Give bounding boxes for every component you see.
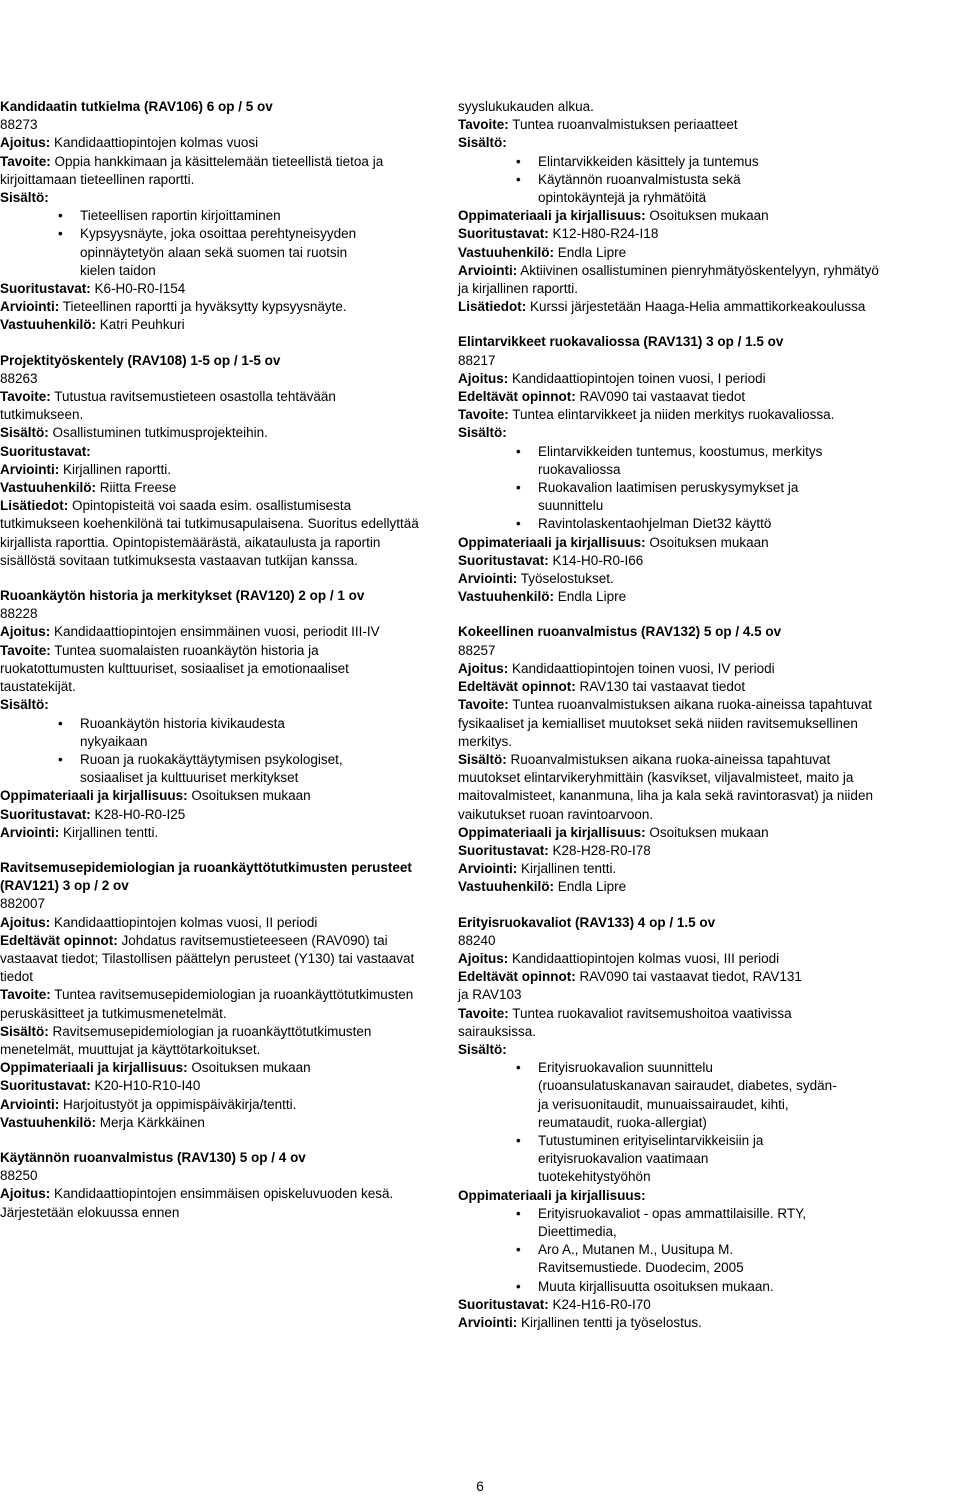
field-value: K24-H16-R0-I70: [548, 1296, 651, 1312]
field-label: Sisältö:: [458, 1041, 507, 1057]
field-label: Suoritustavat:: [458, 226, 549, 242]
field-label: Arviointi:: [0, 299, 60, 315]
field-label: Edeltävät opinnot:: [0, 932, 118, 948]
course-code: 882007: [0, 896, 46, 912]
content-list: [0, 207, 420, 280]
field-label: Suoritustavat:: [0, 281, 91, 297]
course-rav131: [458, 333, 888, 606]
course-title: Kokeellinen ruoanvalmistus (RAV132) 5 op / 4.5 ov: [458, 624, 782, 640]
list-item: • Aro A., Mutanen M., Uusitupa M. Ravitsemustiede. Duodecim, 2005: [538, 1241, 798, 1277]
field-label: Edeltävät opinnot:: [458, 389, 576, 405]
course-title: Elintarvikkeet ruokavaliossa (RAV131) 3 op / 1.5 ov: [458, 334, 784, 350]
field-value: Osoituksen mukaan: [187, 788, 311, 804]
field-value: K6-H0-R0-I154: [90, 281, 186, 297]
field-label: Ajoitus:: [0, 624, 51, 640]
field-label: Oppimateriaali ja kirjallisuus:: [0, 788, 188, 804]
field-label: Tavoite:: [458, 1005, 509, 1021]
field-label: Edeltävät opinnot:: [458, 679, 576, 695]
field-label: Sisältö:: [0, 425, 49, 441]
course-rav130-continued: [458, 98, 888, 316]
course-code: 88273: [0, 117, 38, 133]
field-value: Oppia hankkimaan ja käsittelemään tieteellistä tietoa ja kirjoittamaan tieteellinen raportti.: [0, 153, 384, 187]
header-subject: Ravitsemustiede: [834, 25, 934, 40]
field-label: Vastuuhenkilö:: [0, 480, 97, 496]
course-code: 88217: [458, 352, 496, 368]
list-item: • Tieteellisen raportin kirjoittaminen: [80, 207, 420, 225]
field-value: K28-H28-R0-I78: [548, 842, 651, 858]
field-value: Tutustua ravitsemustieteen osastolla tehtävään tutkimukseen.: [0, 389, 336, 423]
field-label: Arviointi:: [458, 262, 518, 278]
field-label: Ajoitus:: [458, 370, 509, 386]
field-label: Ajoitus:: [0, 135, 51, 151]
field-value: Johdatus ravitsemustieteeseen (RAV090) tai vastaavat tiedot; Tilastollisen päättelyn perusteet (Y130) tai vastaavat tiedot: [0, 932, 415, 985]
field-label: Suoritustavat:: [458, 842, 549, 858]
field-value: Kandidaattiopintojen ensimmäinen vuosi, periodit III-IV: [50, 624, 380, 640]
field-value: Kandidaattiopintojen ensimmäisen opiskeluvuoden kesä. Järjestetään elokuussa ennen: [0, 1186, 394, 1220]
field-value: Kurssi järjestetään Haaga-Helia ammattikorkeakoulussa: [526, 299, 866, 315]
list-item: • Muuta kirjallisuutta osoituksen mukaan.: [538, 1278, 888, 1296]
course-title: Erityisruokavaliot (RAV133) 4 op / 1.5 ov: [458, 914, 716, 930]
list-item: • Ruoan ja ruokakäyttäytymisen psykologiset, sosiaaliset ja kulttuuriset merkitykset: [80, 751, 370, 787]
field-label: Sisältö:: [458, 425, 507, 441]
field-value: Osoituksen mukaan: [645, 534, 769, 550]
field-label: Tavoite:: [458, 697, 509, 713]
field-label: Sisältö:: [0, 1023, 49, 1039]
field-value: Kandidaattiopintojen toinen vuosi, I periodi: [508, 370, 766, 386]
field-value: Kandidaattiopintojen toinen vuosi, IV periodi: [508, 660, 775, 676]
field-label: Tavoite:: [0, 153, 51, 169]
field-label: Lisätiedot:: [0, 498, 69, 514]
field-label: Arviointi:: [458, 571, 518, 587]
field-label: Oppimateriaali ja kirjallisuus:: [458, 824, 646, 840]
field-value: Tuntea ruoanvalmistuksen aikana ruoka-aineissa tapahtuvat fysikaaliset ja kemialliset muutokset sekä niiden ravitsemuksellinen merkitys.: [458, 697, 872, 749]
course-title: Projektityöskentely (RAV108) 1-5 op / 1-5 ov: [0, 352, 281, 368]
field-value: Tuntea ravitsemusepidemiologian ja ruoankäyttötutkimusten peruskäsitteet ja tutkimusmenetelmät.: [0, 987, 414, 1021]
field-label: Arviointi:: [0, 1096, 60, 1112]
field-label: Vastuuhenkilö:: [458, 589, 555, 605]
field-value: Työselostukset.: [517, 571, 614, 587]
field-value: Ruoanvalmistuksen aikana ruoka-aineissa tapahtuvat muutokset elintarvikeryhmittäin (kasvikset, viljavalmisteet, maito ja maitovalmisteet, kananmuna, liha ja kala sekä ravintorasvat) ja niiden vaikutukset ruoan ravintoarvoon.: [458, 751, 873, 822]
content-list: [458, 153, 888, 208]
course-code: 88250: [0, 1168, 38, 1184]
field-label: Ajoitus:: [458, 660, 509, 676]
field-value: Kirjallinen tentti ja työselostus.: [517, 1315, 702, 1330]
field-label: Arviointi:: [458, 861, 518, 877]
left-column: [0, 98, 420, 1222]
field-value: Merja Kärkkäinen: [96, 1114, 205, 1130]
course-code: 88228: [0, 606, 38, 622]
field-label: Vastuuhenkilö:: [0, 1114, 97, 1130]
course-title: Käytännön ruoanvalmistus (RAV130) 5 op / 4 ov: [0, 1149, 306, 1165]
field-value: Tieteellinen raportti ja hyväksytty kypsyysnäyte.: [59, 299, 347, 315]
field-value: Osoituksen mukaan: [187, 1060, 311, 1076]
list-item: • Erityisruokavaliot - opas ammattilaisille. RTY, Dieettimedia,: [538, 1205, 838, 1241]
field-value: Osallistuminen tutkimusprojekteihin.: [48, 425, 268, 441]
course-rav106: [0, 98, 420, 335]
field-label: Ajoitus:: [0, 1186, 51, 1202]
page-header: [767, 6, 934, 42]
field-label: Oppimateriaali ja kirjallisuus:: [458, 208, 646, 224]
list-item: • Elintarvikkeiden tuntemus, koostumus, merkitys ruokavaliossa: [538, 443, 828, 479]
field-value: Endla Lipre: [554, 244, 627, 260]
field-label: Tavoite:: [0, 642, 51, 658]
content-list: [458, 1059, 888, 1186]
right-column: [458, 98, 888, 1332]
field-value: RAV090 tai vastaavat tiedot, RAV131 ja RAV103: [458, 969, 802, 1003]
course-title: Ruoankäytön historia ja merkitykset (RAV120) 2 op / 1 ov: [0, 588, 365, 604]
field-label: Arviointi:: [0, 824, 60, 840]
field-value: Aktiivinen osallistuminen pienryhmätyöskentelyyn, ryhmätyö ja kirjallinen raportti.: [458, 262, 879, 297]
field-label: Tavoite:: [0, 389, 51, 405]
continued-text: syyslukukauden alkua.: [458, 99, 594, 114]
field-value: Kirjallinen tentti.: [517, 861, 617, 877]
content-list: [0, 715, 420, 788]
list-item: • Ruokavalion laatimisen peruskysymykset ja suunnittelu: [538, 479, 858, 515]
field-label: Oppimateriaali ja kirjallisuus:: [458, 534, 646, 550]
course-rav132: [458, 623, 888, 896]
field-label: Tavoite:: [0, 987, 51, 1003]
field-label: Suoritustavat:: [458, 1296, 549, 1312]
field-value: Kandidaattiopintojen kolmas vuosi: [50, 135, 259, 151]
header-guide-title: MM,Opinto-opas 2010-2011: [766, 7, 934, 22]
course-rav108: [0, 352, 420, 570]
field-label: Lisätiedot:: [458, 299, 527, 315]
course-code: 88257: [458, 642, 496, 658]
list-item: • Elintarvikkeiden käsittely ja tuntemus: [538, 153, 888, 171]
field-value: Tuntea ruokavaliot ravitsemushoitoa vaativissa sairauksissa.: [458, 1005, 792, 1039]
field-value: Tuntea suomalaisten ruoankäytön historia ja ruokatottumusten kulttuuriset, sosiaaliset ja emotionaaliset taustatekijät.: [0, 642, 349, 695]
literature-list: [458, 1205, 888, 1296]
field-value: Endla Lipre: [554, 879, 627, 895]
field-label: Vastuuhenkilö:: [0, 317, 97, 333]
field-value: Endla Lipre: [554, 589, 627, 605]
field-value: K28-H0-R0-I25: [90, 806, 186, 822]
field-value: RAV090 tai vastaavat tiedot: [575, 389, 746, 405]
field-label: Sisältö:: [458, 135, 507, 151]
field-label: Suoritustavat:: [0, 443, 91, 459]
course-rav120: [0, 587, 420, 842]
page-number: 6: [476, 1478, 484, 1494]
field-value: Riitta Freese: [96, 480, 177, 496]
list-item: • Kypsyysnäyte, joka osoittaa perehtyneisyyden opinnäytetyön alaan sekä suomen tai ruotsin kielen taidon: [80, 225, 370, 280]
field-value: Kandidaattiopintojen kolmas vuosi, III periodi: [508, 950, 780, 966]
field-label: Tavoite:: [458, 407, 509, 423]
field-value: Ravitsemusepidemiologian ja ruoankäyttötutkimusten menetelmät, muuttujat ja käyttötarkoitukset.: [0, 1023, 372, 1057]
course-code: 88240: [458, 932, 496, 948]
field-value: K12-H80-R24-I18: [548, 226, 659, 242]
field-value: Harjoitustyöt ja oppimispäiväkirja/tentti.: [59, 1096, 297, 1112]
field-label: Vastuuhenkilö:: [458, 879, 555, 895]
field-value: RAV130 tai vastaavat tiedot: [575, 679, 746, 695]
list-item: • Ravintolaskentaohjelman Diet32 käyttö: [538, 515, 888, 533]
field-label: Sisältö:: [0, 190, 49, 206]
field-value: Tuntea elintarvikkeet ja niiden merkitys ruokavaliossa.: [508, 407, 835, 423]
field-value: Osoituksen mukaan: [645, 824, 769, 840]
field-value: Osoituksen mukaan: [645, 208, 769, 224]
field-value: Opintopisteitä voi saada esim. osallistumisesta tutkimukseen koehenkilönä tai tutkimusapulaisena. Suoritus edellyttää kirjallista raporttia. Opintopistemäärästä, aikataulusta ja raportin sisällöstä sovitaan tutkimuksesta vastaavan tutkijan kanssa.: [0, 498, 419, 568]
field-label: Suoritustavat:: [0, 806, 91, 822]
list-item: • Tutustuminen erityiselintarvikkeisiin ja erityisruokavalion vaatimaan tuotekehitystyöhön: [538, 1132, 818, 1187]
field-label: Tavoite:: [458, 117, 509, 133]
field-label: Vastuuhenkilö:: [458, 244, 555, 260]
field-value: Katri Peuhkuri: [96, 317, 185, 333]
field-label: Suoritustavat:: [0, 1078, 91, 1094]
course-title: Ravitsemusepidemiologian ja ruoankäyttötutkimusten perusteet (RAV121) 3 op / 2 ov: [0, 859, 412, 894]
field-label: Sisältö:: [0, 697, 49, 713]
course-title: Kandidaatin tutkielma (RAV106) 6 op / 5 ov: [0, 99, 273, 114]
field-label: Oppimateriaali ja kirjallisuus:: [458, 1187, 646, 1203]
field-value: Kirjallinen raportti.: [59, 461, 172, 477]
list-item: • Käytännön ruoanvalmistusta sekä opintokäyntejä ja ryhmätöitä: [538, 171, 818, 207]
list-item: • Ruoankäytön historia kivikaudesta nykyaikaan: [80, 715, 340, 751]
field-label: Edeltävät opinnot:: [458, 969, 576, 985]
field-value: Kirjallinen tentti.: [59, 824, 159, 840]
course-rav130: [0, 1149, 420, 1222]
field-label: Arviointi:: [0, 461, 60, 477]
field-label: Ajoitus:: [458, 950, 509, 966]
course-rav121: [0, 859, 420, 1132]
field-value: Kandidaattiopintojen kolmas vuosi, II periodi: [50, 914, 318, 930]
course-rav133: [458, 914, 888, 1333]
field-label: Sisältö:: [458, 751, 507, 767]
content-list: [458, 443, 888, 534]
list-item: • Erityisruokavalion suunnittelu (ruoansulatuskanavan sairaudet, diabetes, sydän- ja verisuonitaudit, munuaissairaudet, kihti, reumataudit, ruoka-allergiat): [538, 1059, 838, 1132]
field-value: Tuntea ruoanvalmistuksen periaatteet: [508, 117, 738, 133]
field-label: Suoritustavat:: [458, 552, 549, 568]
field-value: K14-H0-R0-I66: [548, 552, 644, 568]
field-label: Arviointi:: [458, 1315, 518, 1330]
course-code: 88263: [0, 370, 38, 386]
field-label: Oppimateriaali ja kirjallisuus:: [0, 1060, 188, 1076]
field-value: K20-H10-R10-I40: [90, 1078, 201, 1094]
field-label: Ajoitus:: [0, 914, 51, 930]
